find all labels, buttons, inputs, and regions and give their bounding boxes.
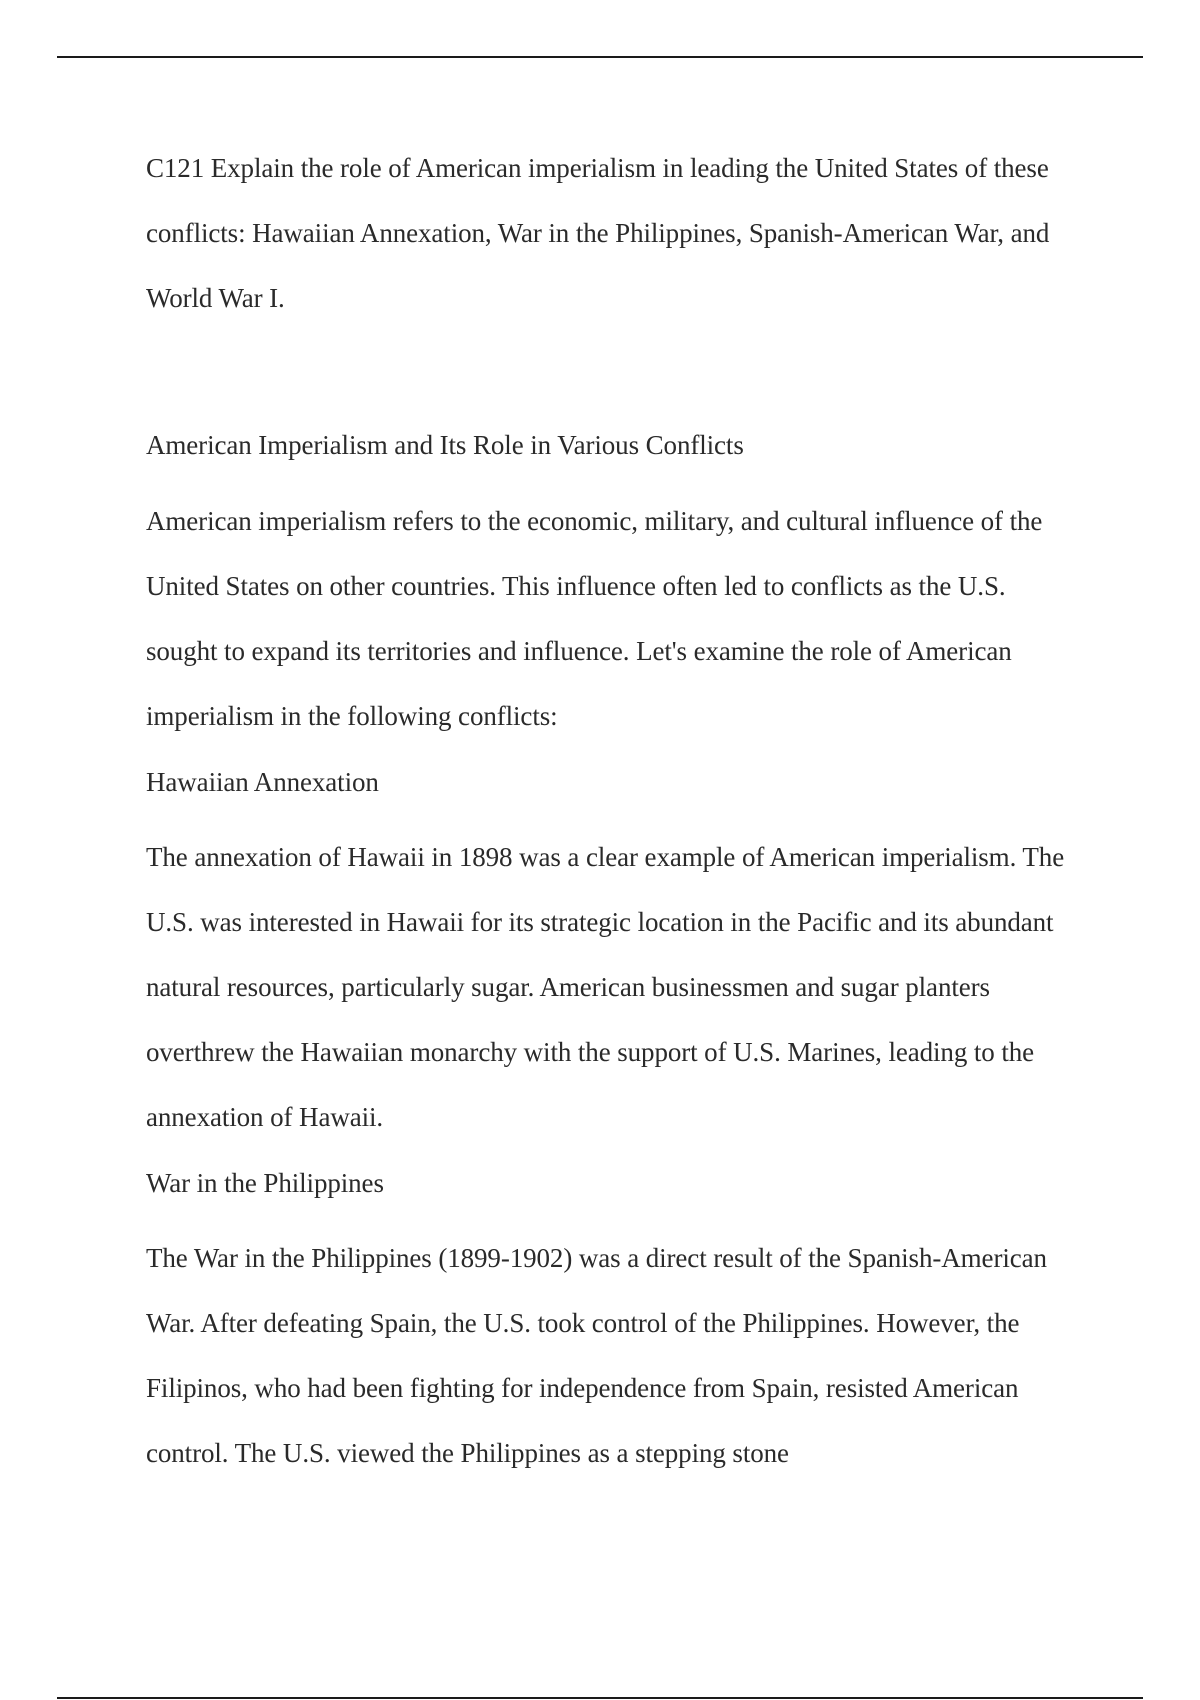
document-body — [146, 136, 1066, 1486]
section-heading-hawaiian-annexation: Hawaiian Annexation — [146, 767, 379, 797]
section-body-hawaiian-annexation: The annexation of Hawaii in 1898 was a clear example of American imperialism. The U.S. was interested in Hawaii for its strategic location in the Pacific and its abundant natural resources, particularly sugar. American businessmen and sugar planters overthrew the Hawaiian monarchy with the support of U.S. Marines, leading to the annexation of Hawaii. — [146, 842, 1065, 1132]
document-title: American Imperialism and Its Role in Various Conflicts — [146, 430, 744, 460]
section-heading-war-in-philippines: War in the Philippines — [146, 1168, 384, 1198]
top-rule — [57, 56, 1143, 58]
section-body-war-in-philippines: The War in the Philippines (1899-1902) was a direct result of the Spanish-American War. After defeating Spain, the U.S. took control of the Philippines. However, the Filipinos, who had been fighting for independence from Spain, resisted American control. The U.S. viewed the Philippines as a stepping stone — [146, 1243, 1047, 1468]
bottom-rule — [57, 1697, 1143, 1699]
assignment-prompt: C121 Explain the role of American imperialism in leading the United States of these conflicts: Hawaiian Annexation, War in the Philippines, Spanish-American War, and World War I. — [146, 153, 1050, 313]
intro-paragraph: American imperialism refers to the economic, military, and cultural influence of the United States on other countries. This influence often led to conflicts as the U.S. sought to expand its territories and influence. Let's examine the role of American imperialism in the following conflicts: — [146, 506, 1043, 731]
